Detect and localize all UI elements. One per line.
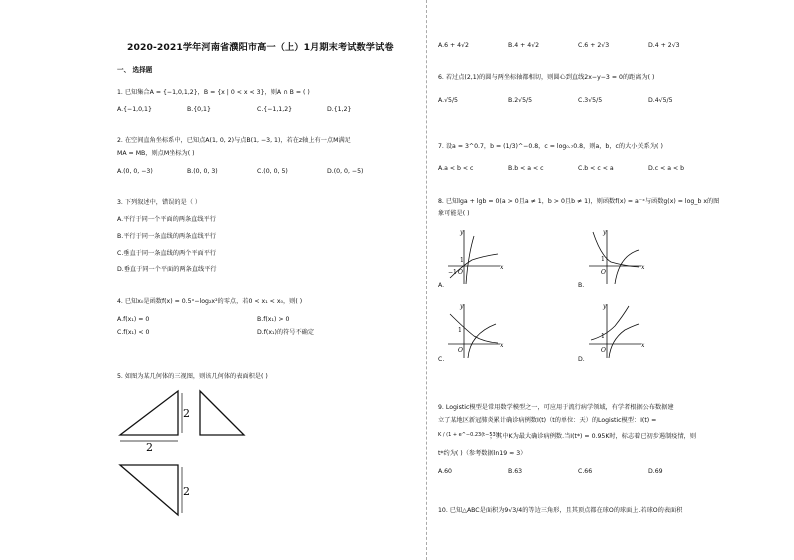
q5-option-c: C.6 + 2√3 [578,42,610,49]
section-heading: 一、 选择题 [117,66,153,74]
q3-option-c: C.垂直于同一条直线的两个平面平行 [117,250,217,257]
svg-text:1: 1 [601,256,605,263]
q9-option-c: C.66 [578,468,593,475]
q8-option-d: D. [578,356,585,363]
q3-option-b: B.平行于同一条直线的两条直线平行 [117,233,217,240]
q7-option-d: D.c < a < b [648,165,685,172]
q9-option-a: A.60 [438,468,452,475]
q9-stem-line3: ，其中K为最大确诊病例数.当I(t*) = 0.95K时，标志着已初步遏制疫情，则 [490,433,697,440]
side-view-triangle [200,391,244,435]
front-view-triangle [120,391,178,435]
q7-option-c: C.b < c < a [578,165,614,172]
q5-stem: 5. 如图为某几何体的三视图，则该几何体的表面积是( ) [117,373,268,380]
svg-text:1: 1 [458,327,462,334]
svg-text:1: 1 [601,333,605,340]
q8-option-a: A. [438,282,445,289]
q8-option-c: C. [438,356,445,363]
q1-option-b: B.{0,1} [187,106,211,113]
q4-stem: 4. 已知x₀是函数f(x) = 0.5ˣ−log₂x²的零点，若0 < x₁ < x₀，则( ) [117,298,303,305]
graph-a [444,226,504,286]
q6-option-b: B.2√5/5 [508,97,533,104]
q3-option-a: A.平行于同一个平面的两条直线平行 [117,216,216,223]
svg-text:y: y [460,303,464,310]
q7-option-b: B.b < a < c [508,165,544,172]
q6-option-c: C.3√5/5 [578,97,603,104]
svg-text:y: y [460,229,464,236]
svg-text:x: x [500,264,504,271]
q8-stem-line2: 象可能是( ) [438,210,470,217]
q5-option-a: A.6 + 4√2 [438,42,469,49]
q5-option-b: B.4 + 4√2 [508,42,540,49]
top-view-triangle [120,465,178,515]
dim-width-label: 2 [146,441,153,454]
svg-text:−1: −1 [448,269,457,276]
exam-title: 2020-2021学年河南省濮阳市高一（上）1月期末考试数学试卷 [127,42,394,53]
svg-text:y: y [603,229,607,236]
q9-option-d: D.69 [648,468,663,475]
q1-option-a: A.{−1,0,1} [117,106,152,113]
q8-option-b: B. [578,282,585,289]
q4-option-b: B.f(x₁) > 0 [257,316,290,323]
q7-stem: 7. 设a = 3^0.7，b = (1/3)^−0.8，c = log₀.₇0.8，则a，b，c的大小关系为( ) [438,143,663,150]
three-view-figure [114,385,254,560]
svg-text:x: x [641,264,645,271]
q9-option-b: B.63 [508,468,523,475]
q9-stem-line1: 9. Logistic模型是常用数学模型之一，可应用于流行病学领域，有学者根据公布数据建 [438,404,674,411]
q7-option-a: A.a < b < c [438,165,474,172]
dim-depth-label: 2 [183,485,190,498]
q4-option-c: C.f(x₁) < 0 [117,329,150,336]
svg-text:O: O [601,347,606,354]
q1-option-d: D.{1,2} [327,106,352,113]
svg-text:1: 1 [460,257,464,264]
q6-stem: 6. 若过点(2,1)的圆与两坐标轴都相切，则圆心到直线2x−y−3 = 0的距离为( ) [438,74,655,81]
svg-text:O: O [458,269,463,276]
svg-text:O: O [458,347,463,354]
q3-stem: 3. 下列叙述中，错误的是（ ） [117,199,202,206]
q9-stem-line2: 立了某地区新冠肺炎累计确诊病例数I(t)（t的单位：天）的Logistic模型：I(t) = [438,417,657,424]
q6-option-a: A.√5/5 [438,97,458,104]
q2-option-b: B.(0, 0, 3) [187,168,218,175]
svg-text:y: y [603,303,607,310]
dim-height-label: 2 [183,407,190,420]
q9-formula: K / (1 + e^−0.23(t−53)) [438,432,500,438]
q9-stem-line4: t*约为( )（参考数据ln19 ≈ 3） [438,450,527,457]
q2-option-d: D.(0, 0, −5) [327,168,364,175]
q2-stem-line1: 2. 在空间直角坐标系中，已知点A(1, 0, 2)与点B(1, −3, 1)，若在z轴上有一点M满足 [117,137,351,144]
q8-stem-line1: 8. 已知lga + lgb = 0(a > 0且a ≠ 1，b > 0且b ≠ 1)，则函数f(x) = a⁻ˣ与函数g(x) = log_b x的图 [438,198,720,205]
q6-option-d: D.4√5/5 [648,97,673,104]
q1-option-c: C.{−1,1,2} [257,106,293,113]
q2-stem-line2: MA = MB，则点M坐标为( ) [117,150,195,157]
graph-c [444,300,504,360]
graph-d [585,300,645,360]
q2-option-a: A.(0, 0, −3) [117,168,153,175]
q2-option-c: C.(0, 0, 5) [257,168,288,175]
q1-stem: 1. 已知集合A = {−1,0,1,2}，B = {x | 0 < x < 3}，则A ∩ B = ( ) [117,89,310,96]
graph-b [585,226,645,286]
q4-option-d: D.f(x₁)的符号不确定 [257,329,315,336]
svg-text:O: O [601,269,606,276]
column-divider [426,0,427,560]
q10-stem: 10. 已知△ABC是面积为9√3/4的等边三角形，且其顶点都在球O的球面上.若球O的表面积 [438,507,683,514]
q4-option-a: A.f(x₁) = 0 [117,316,150,323]
svg-text:x: x [641,342,645,349]
svg-text:x: x [500,342,504,349]
q5-option-d: D.4 + 2√3 [648,42,680,49]
q3-option-d: D.垂直于同一个平面的两条直线平行 [117,266,217,273]
